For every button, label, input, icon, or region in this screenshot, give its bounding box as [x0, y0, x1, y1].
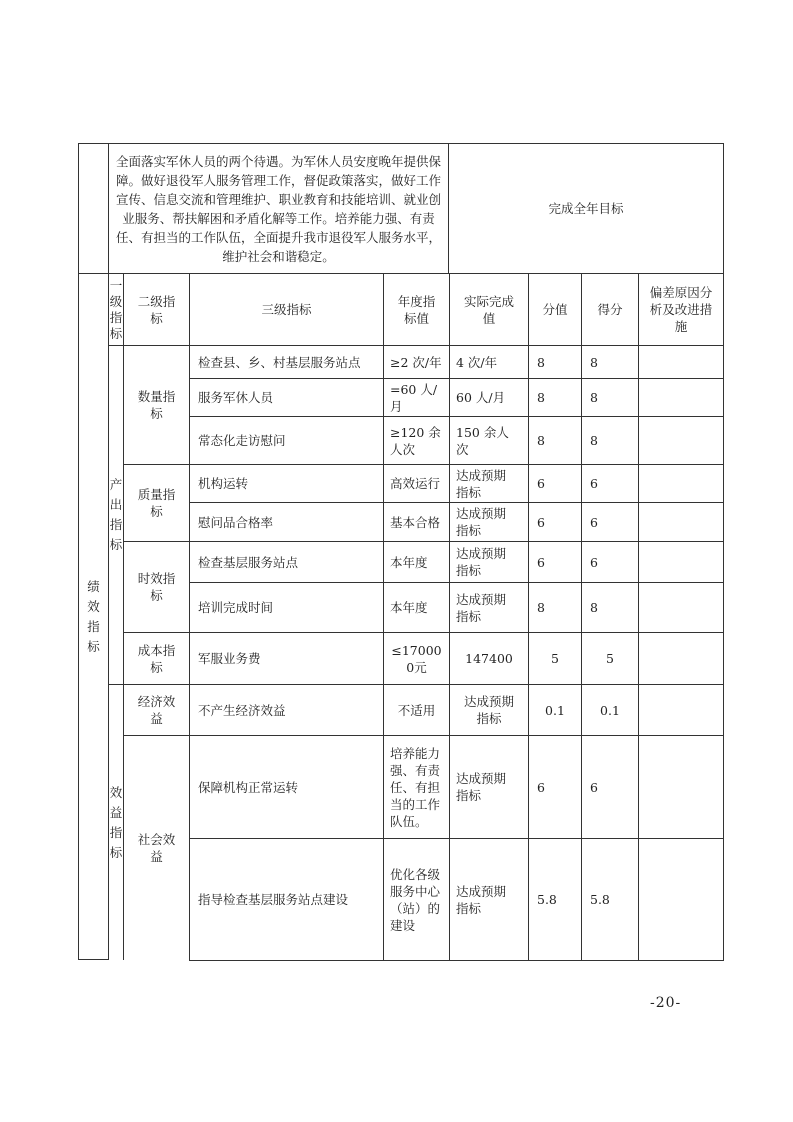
indicator-text: 军服业务费 [198, 651, 261, 666]
weight-text: 5 [551, 651, 559, 666]
score-text: 0.1 [600, 702, 620, 718]
cell-indicator [189, 502, 384, 542]
target-text: =60 人/月 [390, 381, 438, 414]
cell-target [383, 735, 450, 839]
actual-text: 147400 [465, 651, 513, 666]
completion-text: 完成全年目标 [548, 201, 624, 216]
cell-target [383, 345, 450, 379]
cell-weight [528, 684, 582, 736]
weight-text: 6 [537, 476, 545, 491]
cell-weight [528, 838, 582, 961]
cell-indicator [189, 582, 384, 633]
header-level3: 三级指标 [189, 273, 384, 346]
weight-text: 6 [537, 779, 545, 795]
weight-text: 6 [537, 554, 545, 570]
level2-quantity-cell: 数量指标 [123, 345, 190, 465]
cell-weight [528, 541, 582, 583]
level1-benefit-cell: 效益指标 [108, 684, 124, 960]
indicator-text: 常态化走访慰问 [198, 433, 286, 448]
actual-text: 达成预期指标 [456, 546, 507, 578]
actual-text: 150 余人次 [456, 424, 509, 457]
cell-target [383, 541, 450, 583]
cell-deviation [638, 345, 724, 379]
actual-text: 达成预期指标 [456, 591, 507, 624]
group-label-cell [78, 273, 109, 960]
cell-actual [449, 735, 529, 839]
target-text: ≥2 次/年 [390, 354, 442, 370]
header-weight: 分值 [528, 273, 582, 346]
cell-target [383, 464, 450, 503]
cell-deviation [638, 378, 724, 417]
indicator-text: 服务军休人员 [198, 390, 274, 405]
level2-timeliness-cell: 时效指标 [123, 541, 190, 633]
score-text: 5 [606, 651, 614, 666]
summary-goal-cell [108, 143, 449, 274]
level2-cost-cell: 成本指标 [123, 632, 190, 685]
level2-economic-cell: 经济效益 [123, 684, 190, 736]
target-text: 高效运行 [390, 476, 441, 491]
score-text: 6 [590, 554, 598, 570]
cell-deviation [638, 632, 724, 685]
group-label: 绩效指标 [87, 578, 100, 654]
header-level2: 二级指标 [123, 273, 190, 346]
target-text: ≤170000元 [391, 642, 442, 675]
target-text: 优化各级服务中心（站）的建设 [390, 866, 441, 933]
summary-left-blank-cell [78, 143, 109, 274]
weight-text: 8 [537, 600, 545, 615]
target-text: 本年度 [390, 554, 428, 570]
cell-target [383, 838, 450, 961]
level2-social-cell: 社会效益 [123, 735, 190, 960]
cell-actual [449, 378, 529, 417]
header-score: 得分 [581, 273, 639, 346]
target-text: 基本合格 [390, 514, 441, 530]
score-text: 6 [590, 514, 598, 530]
cell-score [581, 541, 639, 583]
header-level1: 一级指标 [108, 273, 124, 346]
cell-indicator [189, 541, 384, 583]
cell-target [383, 378, 450, 417]
target-text: ≥120 余人次 [390, 424, 441, 457]
cell-deviation [638, 502, 724, 542]
header-deviation: 偏差原因分析及改进措施 [638, 273, 724, 346]
actual-text: 达成预期指标 [456, 506, 507, 538]
cell-indicator [189, 345, 384, 379]
weight-text: 8 [537, 354, 545, 370]
cell-target [383, 502, 450, 542]
score-text: 8 [590, 354, 598, 370]
cell-deviation [638, 582, 724, 633]
cell-score [581, 416, 639, 465]
cell-score [581, 632, 639, 685]
cell-actual [449, 464, 529, 503]
cell-actual [449, 838, 529, 961]
indicator-text: 检查基层服务站点 [198, 554, 299, 570]
indicator-text: 检查县、乡、村基层服务站点 [198, 354, 361, 370]
cell-indicator [189, 684, 384, 736]
cell-deviation [638, 735, 724, 839]
cell-indicator [189, 838, 384, 961]
cell-deviation [638, 838, 724, 961]
cell-indicator [189, 464, 384, 503]
cell-deviation [638, 464, 724, 503]
cell-target [383, 632, 450, 685]
weight-text: 8 [537, 390, 545, 405]
target-text: 本年度 [390, 600, 428, 615]
indicator-text: 不产生经济效益 [198, 702, 286, 718]
cell-target [383, 684, 450, 736]
score-text: 5.8 [590, 892, 610, 907]
score-text: 6 [590, 476, 598, 491]
cell-deviation [638, 541, 724, 583]
cell-actual [449, 502, 529, 542]
actual-text: 达成预期指标 [463, 694, 514, 726]
cell-indicator [189, 416, 384, 465]
summary-completion-cell [448, 143, 724, 274]
indicator-text: 机构运转 [198, 476, 249, 491]
header-annual-target: 年度指标值 [383, 273, 450, 346]
target-text: 不适用 [397, 702, 436, 718]
cell-target [383, 416, 450, 465]
actual-text: 60 人/月 [456, 390, 506, 405]
header-actual: 实际完成值 [449, 273, 529, 346]
weight-text: 8 [537, 433, 545, 448]
cell-deviation [638, 416, 724, 465]
actual-text: 4 次/年 [456, 354, 498, 370]
cell-weight [528, 416, 582, 465]
score-text: 8 [590, 600, 598, 615]
cell-indicator [189, 378, 384, 417]
cell-actual [449, 416, 529, 465]
cell-actual [449, 541, 529, 583]
cell-score [581, 345, 639, 379]
indicator-text: 培训完成时间 [198, 600, 274, 615]
cell-score [581, 502, 639, 542]
actual-text: 达成预期指标 [456, 771, 507, 803]
cell-score [581, 735, 639, 839]
cell-score [581, 838, 639, 961]
cell-weight [528, 735, 582, 839]
cell-actual [449, 345, 529, 379]
cell-weight [528, 502, 582, 542]
cell-actual [449, 684, 529, 736]
page-number: -20- [650, 995, 682, 1011]
cell-actual [449, 632, 529, 685]
level2-quality-cell: 质量指标 [123, 464, 190, 542]
score-text: 8 [590, 433, 598, 448]
cell-weight [528, 345, 582, 379]
cell-weight [528, 582, 582, 633]
cell-indicator [189, 735, 384, 839]
cell-score [581, 684, 639, 736]
indicator-text: 慰问品合格率 [198, 514, 274, 530]
level1-output-cell: 产出指标 [108, 345, 124, 685]
cell-weight [528, 464, 582, 503]
actual-text: 达成预期指标 [456, 883, 507, 916]
actual-text: 达成预期指标 [456, 467, 507, 500]
goal-text: 全面落实军休人员的两个待遇。为军休人员安度晚年提供保障。做好退役军人服务管理工作，督促政策落实，做好工作宣传、信息交流和管理维护、职业教育和技能培训、就业创业服务、帮扶解困和矛盾化解等工作。培养能力强、有责任、有担当的工作队伍，全面提升我市退役军人服务水平，维护社会和谐稳定。 [115, 153, 441, 264]
cell-weight [528, 632, 582, 685]
weight-text: 6 [537, 514, 545, 530]
cell-indicator [189, 632, 384, 685]
cell-score [581, 582, 639, 633]
score-text: 6 [590, 779, 598, 795]
score-text: 8 [590, 390, 598, 405]
indicator-text: 保障机构正常运转 [198, 779, 299, 795]
cell-score [581, 464, 639, 503]
cell-weight [528, 378, 582, 417]
weight-text: 0.1 [545, 702, 565, 718]
weight-text: 5.8 [537, 892, 557, 907]
cell-actual [449, 582, 529, 633]
cell-target [383, 582, 450, 633]
cell-score [581, 378, 639, 417]
indicator-text: 指导检查基层服务站点建设 [198, 892, 349, 907]
target-text: 培养能力强、有责任、有担当的工作队伍。 [390, 745, 441, 829]
cell-deviation [638, 684, 724, 736]
